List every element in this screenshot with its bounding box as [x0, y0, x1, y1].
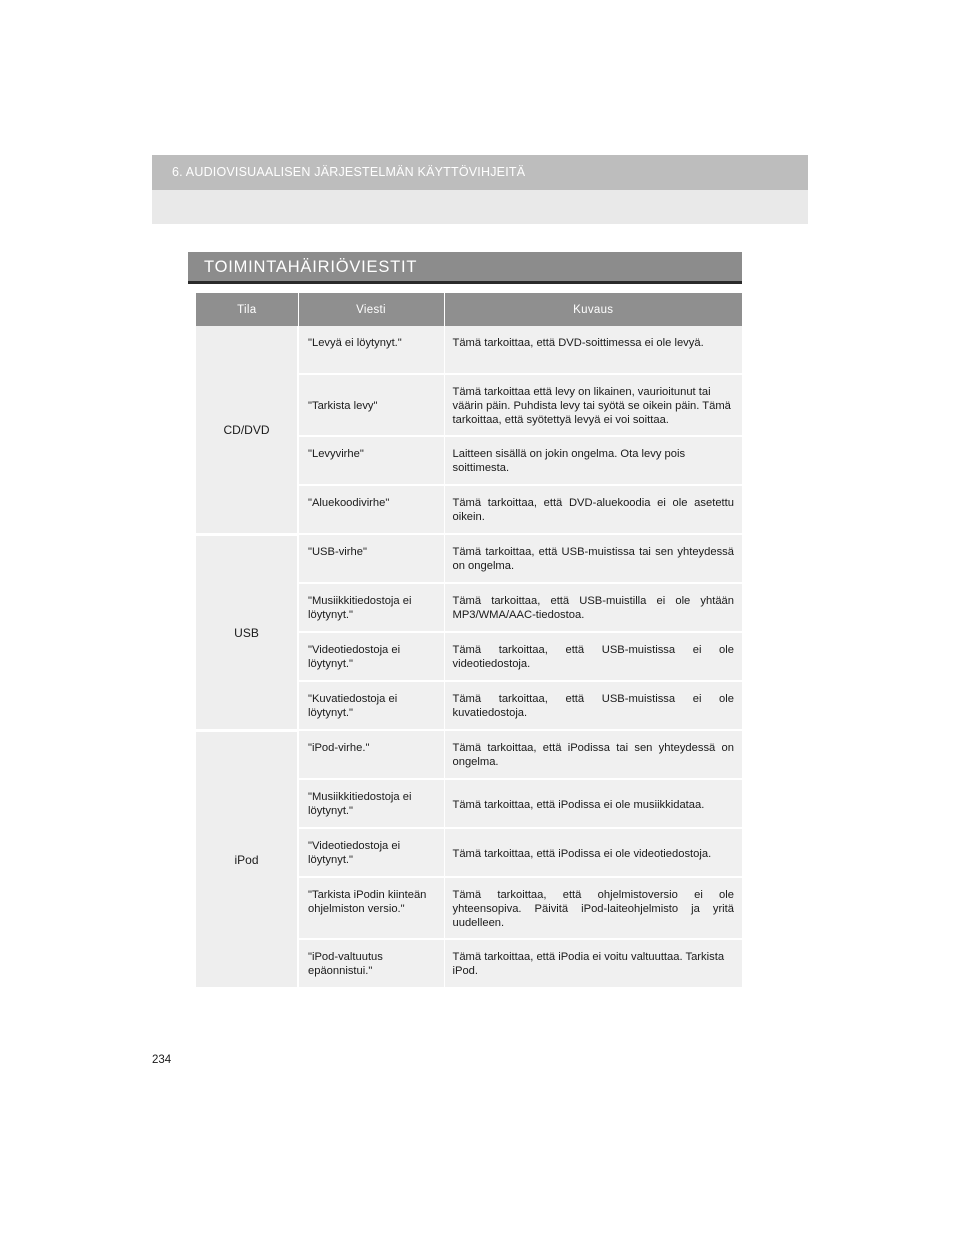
table-row	[196, 326, 742, 374]
message-cell: "iPod-virhe."	[298, 730, 444, 779]
message-cell: "Tarkista iPodin kiinteän ohjelmiston versio."	[298, 877, 444, 939]
description-cell: Tämä tarkoittaa, että iPodissa tai sen yhteydessä on ongelma.	[444, 730, 742, 779]
table-row	[196, 534, 742, 583]
message-cell: "Videotiedostoja ei löytynyt."	[298, 632, 444, 681]
message-cell: "Musiikkitiedostoja ei löytynyt."	[298, 779, 444, 828]
description-cell: Tämä tarkoittaa, että iPodia ei voitu valtuuttaa. Tarkista iPod.	[444, 939, 742, 988]
message-cell: "Levyä ei löytynyt."	[298, 326, 444, 374]
section-title-bar	[188, 252, 742, 284]
column-header-state: Tila	[196, 293, 298, 326]
description-cell: Tämä tarkoittaa, että USB-muistissa ei ole videotiedostoja.	[444, 632, 742, 681]
section-title: TOIMINTAHÄIRIÖVIESTIT	[204, 258, 418, 276]
state-cell-usb: USB	[196, 534, 298, 730]
header-strip	[152, 155, 808, 190]
column-header-message: Viesti	[298, 293, 444, 326]
message-cell: "USB-virhe"	[298, 534, 444, 583]
description-cell: Tämä tarkoittaa, että iPodissa ei ole videotiedostoja.	[444, 828, 742, 877]
message-cell: "Levyvirhe"	[298, 436, 444, 485]
description-cell: Laitteen sisällä on jokin ongelma. Ota levy pois soittimesta.	[444, 436, 742, 485]
header-band	[152, 155, 808, 224]
description-cell: Tämä tarkoittaa, että ohjelmistoversio ei ole yhteensopiva. Päivitä iPod-laiteohjelmisto ja yritä uudelleen.	[444, 877, 742, 939]
description-cell: Tämä tarkoittaa, että iPodissa ei ole musiikkidataa.	[444, 779, 742, 828]
column-header-description: Kuvaus	[444, 293, 742, 326]
page-number: 234	[152, 1054, 172, 1066]
error-message-table	[196, 293, 742, 990]
description-cell: Tämä tarkoittaa, että USB-muistissa tai sen yhteydessä on ongelma.	[444, 534, 742, 583]
table-header-row	[196, 293, 742, 326]
description-cell: Tämä tarkoittaa, että USB-muistissa ei ole kuvatiedostoja.	[444, 681, 742, 730]
message-cell: "Kuvatiedostoja ei löytynyt."	[298, 681, 444, 730]
message-cell: "Tarkista levy"	[298, 374, 444, 436]
chapter-title: 6. AUDIOVISUAALISEN JÄRJESTELMÄN KÄYTTÖVIHJEITÄ	[172, 165, 526, 179]
table-row	[196, 730, 742, 779]
state-cell-ipod: iPod	[196, 730, 298, 988]
message-cell: "Videotiedostoja ei löytynyt."	[298, 828, 444, 877]
state-cell-cd-dvd: CD/DVD	[196, 326, 298, 534]
description-cell: Tämä tarkoittaa, että USB-muistilla ei ole yhtään MP3/WMA/AAC-tiedostoa.	[444, 583, 742, 632]
description-cell: Tämä tarkoittaa, että DVD-soittimessa ei ole levyä.	[444, 326, 742, 374]
message-cell: "Musiikkitiedostoja ei löytynyt."	[298, 583, 444, 632]
message-cell: "iPod-valtuutus epäonnistui."	[298, 939, 444, 988]
description-cell: Tämä tarkoittaa, että DVD-aluekoodia ei ole asetettu oikein.	[444, 485, 742, 534]
description-cell: Tämä tarkoittaa että levy on likainen, vaurioitunut tai väärin päin. Puhdista levy tai syötä se oikein päin. Tämä tarkoittaa, että syötettyä levyä ei voi soittaa.	[444, 374, 742, 436]
message-cell: "Aluekoodivirhe"	[298, 485, 444, 534]
